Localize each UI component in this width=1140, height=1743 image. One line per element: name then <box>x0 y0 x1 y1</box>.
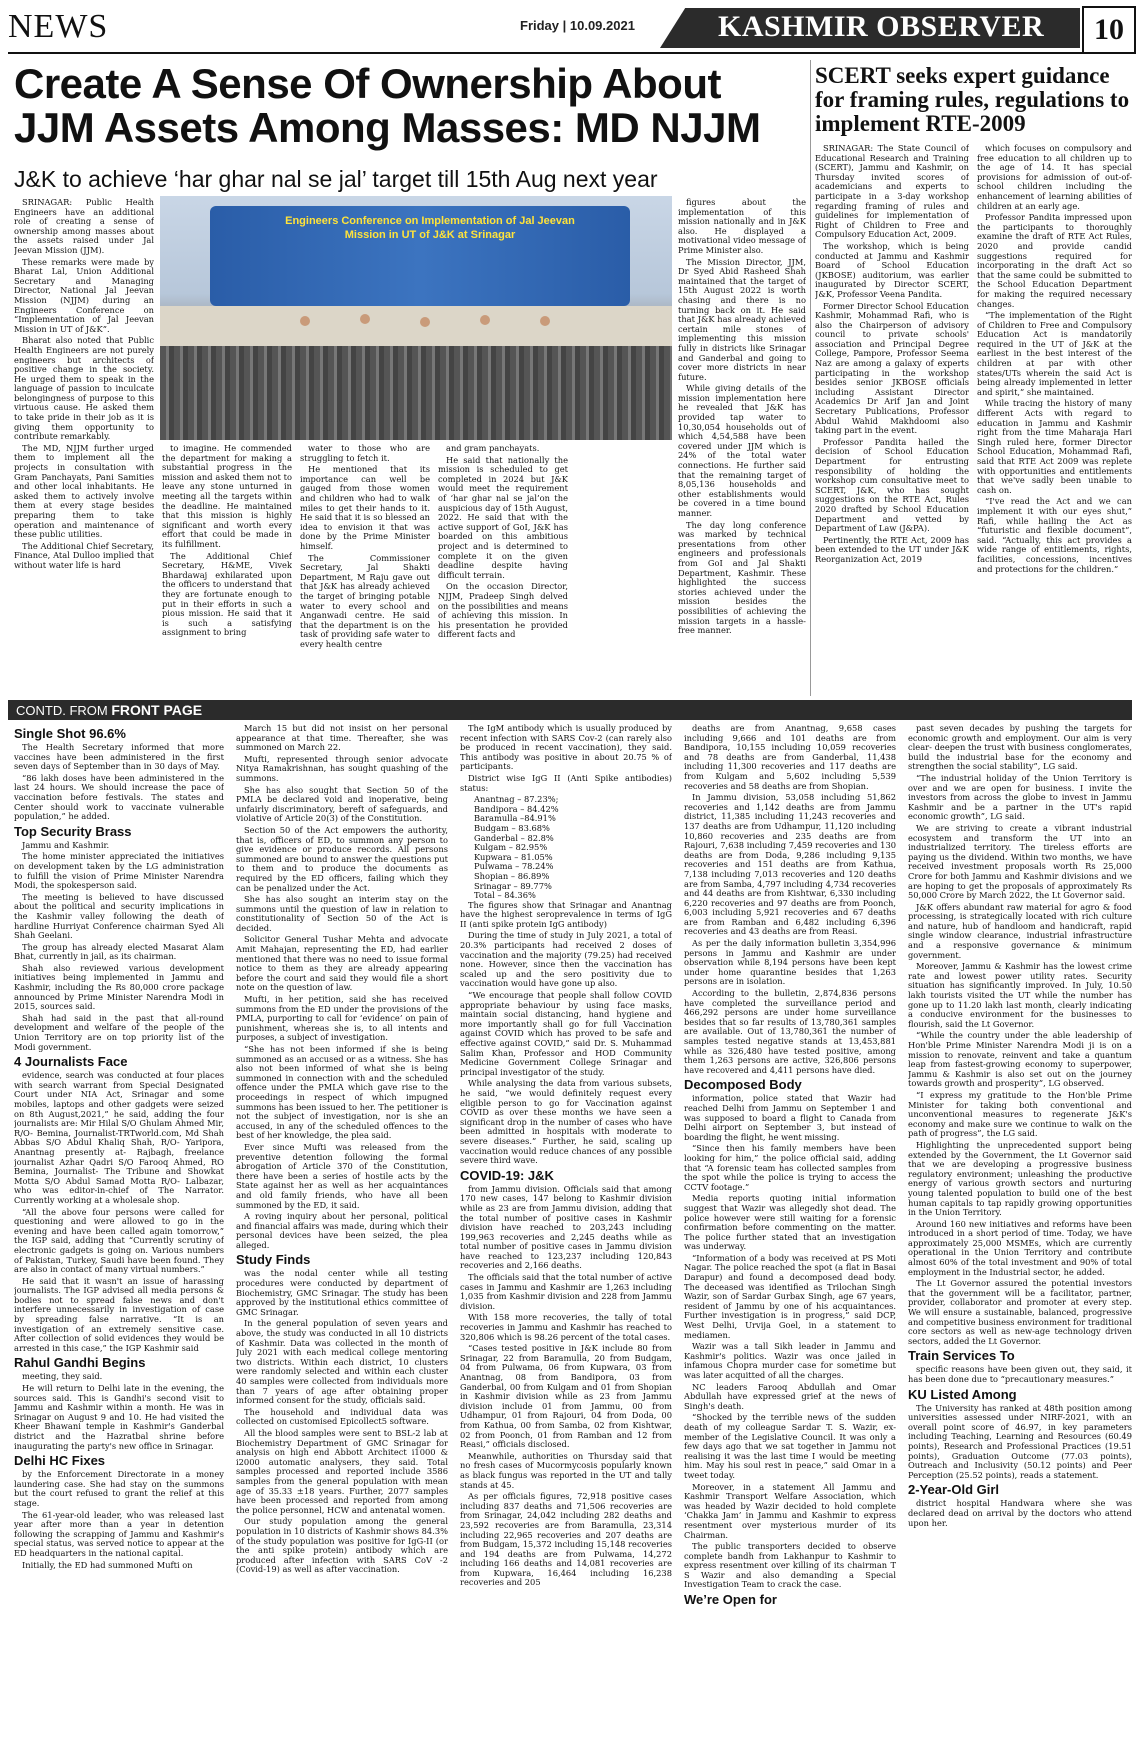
list-item: Budgam – 83.68% <box>474 822 550 833</box>
paragraph: from Jammu division. Officials said that among 170 new cases, 147 belong to Kashmir division while as 23 are from Jammu division, adding that the total number of positive cases in Kashmir division have reached to 203,243 including 199,963 recoveries and 2,245 deaths while as total number of positive cases in Jammu division have reached to 123,237 including 120,843 recoveries and 2,166 deaths. <box>460 1183 672 1271</box>
page-header <box>0 0 1140 58</box>
paragraph: “Information of a body was received at PS Moti Nagar. The police reached the spot (a flat in Basai Darapur) and found a decomposed dead body. The deceased was identified as Trilochan Singh Wazir, son of Sardar Gurbax Singh, age 67 years, resident of Jammu by one of his acquaintances. Further investigation is in progress,” said DCP, West Delhi, Urvija Goel, in a statement to mediamen. <box>684 1252 896 1340</box>
photo-person <box>420 317 430 327</box>
photo-person <box>480 315 490 325</box>
paragraph: The day long conference was marked by technical presentations from other engineers and professionals from GoI and Jal Shakti Department, Kashmir. These highlighted the success stories achieved under the mission besides the possibilities of achieving the mission targets in a hassle-free manner. <box>678 519 806 636</box>
paragraph: With 158 more recoveries, the tally of total recoveries in Jammu and Kashmir has reached to 320,806 which is 98.26 percent of the total cases. <box>460 1312 672 1342</box>
paragraph: “The implementation of the Right of Children to Free and Compulsory Education Act is mandatorily required in the UT of J&K at the earliest in the best interest of the children at par with other states/UTs wherein the said Act is being already implemented in letter and spirit,” she maintained. <box>977 310 1132 397</box>
lead-subhead: J&K to achieve ‘har ghar nal se jal’ target till 15th Aug next year <box>14 166 658 192</box>
continued-bar <box>8 700 1132 720</box>
paragraph: The meeting is believed to have discussed about the political and security implications in the Kashmir valley following the death of hardline Hurriyat Conference chairman Syed Ali Shah Geelani. <box>14 891 224 941</box>
paragraph: “I've read the Act and we can implement it with our eyes shut,” Rafi, while hailing the Act as “futuristic and flexible document”, said. “Actually, this act provides a wide range of entitlements, rights, facilities, concessions, incentives and protections for the children.” <box>977 496 1132 574</box>
paragraph: meeting, they said. <box>22 1371 103 1382</box>
contd-column-1 <box>14 724 224 1738</box>
contd-column-2 <box>236 724 448 1738</box>
paragraph: water to those who are struggling to fetch it. <box>300 444 430 463</box>
paragraph: Jammu and Kashmir. <box>22 839 110 850</box>
section-heading: Study Finds <box>236 1252 311 1268</box>
paragraph: The public transporters decided to observe complete bandh from Lakhanpur to Kashmir to express resentment over killing of its chairman T S Wazir and also demanding a Special Investigation Team to crack the case. <box>684 1541 896 1590</box>
paragraph: As per officials figures, 72,918 positive cases including 837 deaths and 71,506 recoveries are from Srinagar, 24,042 including 282 deaths and 23,592 recoveries are from Baramulla, 23,314 including 22,965 recoveries and 207 deaths are from Budgam, 15,372 including 15,148 recoveries and 194 deaths are from Pulwama, 14,272 including 166 deaths and 14,081 recoveries are from Kupwara, 16,464 including 16,238 recoveries and 205 <box>460 1491 672 1588</box>
paragraph: Moreover, in a statement All Jammu and Kashmir Transport Welfare Association, which was headed by Wazir decided to hold complete ‘Chakka Jam’ in Jammu and Kashmir to express resentment over mysterious murder of its Chairman. <box>684 1481 896 1540</box>
paragraph: The figures show that Srinagar and Anantnag have the highest seroprevalence in terms of IgG II (anti spike protein IgG antibody) <box>460 899 672 929</box>
paragraph: Mufti, represented through senior advocate Nitya Ramakrishnan, has sought quashing of the summons. <box>236 753 448 783</box>
paragraph: past seven decades by pushing the targets for economic growth and employment. Our aim is very clear- deepen the trust with business conglomerates, build the industrial base for the economy and strengthen the social stability”, LG said. <box>908 724 1132 772</box>
paragraph: The IgM antibody which is usually produced by recent infection with SARS Cov-2 (can rarely also be produced in recent vaccination), they said. This antibody was positive in about 20.75 % of participants. <box>460 724 672 772</box>
masthead-title: KASHMIR OBSERVER <box>718 10 1045 43</box>
section-heading: Train Services To <box>908 1348 1015 1364</box>
paragraph: She has also sought an interim stay on the summons until the question of law in relation to constitutionality of Section 50 of the Act is decided. <box>236 894 448 933</box>
paragraph: Around 160 new initiatives and reforms have been introduced in a short period of time. Today, we have approximately 25,000 MSMEs, which are currently operational in the Union Territory and contribute almost 60% of the total investment and 90% of total employment in the Industrial sector, he added. <box>908 1218 1132 1277</box>
section-heading: Top Security Brass <box>14 823 132 839</box>
contd-column-5 <box>908 724 1132 1738</box>
paragraph: The MD, NJJM further urged them to implement all the projects in consultation with Gram Panchayats, Pani Samities and other local inhabitants. He asked them to actively involve them at every stage besides preparing them to take operation and maintenance of these public utilities. <box>14 442 154 540</box>
column-divider <box>810 60 811 696</box>
paragraph: evidence, search was conducted at four places with search warrant from Special Designated Court under NIA Act, Srinagar and some mobiles, laptops and other gadgets were seized on 8th August,2021,” he said, adding the four journalists are: Mir Hilal S/O Ghulam Ahmed Mir, R/O- Bemina, Journalist-TRTworld.com, Md Shah Abbas S/O Abdul Khaliq Shah, R/O- Yaripora, Anantnag presently at- Rajbagh, freelance journalist Azhar Qadri S/O Farooq Ahmed, RO Bemina, Journalist- The Tribune and Showkat Motta S/O Abdul Samad Motta R/O- Lalbazar, who was editor-in-chief of The Narrator. Currently working at a wholesale shop. <box>14 1070 224 1205</box>
side-column-2 <box>977 144 1132 694</box>
list-item: Total – 84.36% <box>474 890 536 901</box>
list-item: Bandipora – 84.42% <box>474 803 559 814</box>
paragraph: All the blood samples were sent to BSL-2 lab at Biochemistry Department of GMC Srinagar for analysis on high end Abbott Architect i1000 & i2000 automatic analysers, they said. Total samples processed and reported include 3586 samples from the general population with mean age of 35.33 ±18 years. Further, 2077 samples have been processed and reported from among the police personnel, HCW and antenatal women. <box>236 1427 448 1515</box>
paragraph: “Shocked by the terrible news of the sudden death of my colleague Sardar T. S. Wazir, ex-member of the Legislative Council. It was only a few days ago that we sat together in Jammu not realising it was the last time I would be meeting him. May his soul rest in peace,” said Omar in a tweet today. <box>684 1412 896 1480</box>
paragraph: On the occasion Director, NJJM, Pradeep Singh delved on the possibilities and means of achieving this mission. In his presentation he provided different facts and <box>438 581 568 640</box>
paragraph: J&K offers abundant raw material for agro & food processing, is strategically located with rich culture and nature, hub of handloom and handicraft, rapid single window clearance, industrial infrastructure and a responsive governance & minimum government. <box>908 901 1132 960</box>
paragraph: Solicitor General Tushar Mehta and advocate Amit Mahajan, representing the ED, had earlier mentioned that there was no need to issue formal notice to them as they are already appearing before the court and said they would file a short note on the question of law. <box>236 934 448 993</box>
paragraph: According to the bulletin, 2,874,836 persons have completed the surveillance period and 466,292 persons are under home surveillance besides that so far results of 13,780,361 samples are available. Out of 13,780,361 the number of samples tested negative stands at 13,453,881 while as 326,480 have tested positive, among them 1,263 persons are active, 326,806 persons have recovered and 4,411 persons have died. <box>684 988 896 1075</box>
lead-column-3 <box>300 444 430 694</box>
paragraph: specific reasons have been given out, they said, it has been done due to “precautionary measures.” <box>908 1364 1132 1384</box>
section-heading: COVID-19: J&K <box>460 1167 554 1183</box>
section-heading: KU Listed Among <box>908 1386 1017 1402</box>
paragraph: The Mission Director, JJM, Dr Syed Abid Rasheed Shah maintained that the target of 15th August 2022 is worth chasing and there is no turning back on it. He said that J&K has already achieved certain mile stones of implementing this mission fully in districts like Srinagar and Ganderbal and going to cover more districts in near future. <box>678 256 806 382</box>
lead-headline: Create A Sense Of Ownership About JJM Assets Among Masses: MD NJJM <box>14 60 761 151</box>
paragraph: In Jammu division, 53,058 including 51,862 recoveries and 1,142 deaths are from Jammu district, 11,385 including 11,243 recoveries and 137 deaths are from Udhampur, 11,120 including 10,860 recoveries and 235 deaths are from Rajouri, 7,638 including 7,459 recoveries and 130 deaths are from Doda, 9,286 including 9,135 recoveries and 151 deaths are from Kathua, 7,138 including 7,013 recoveries and 120 deaths are from Samba, 4,797 including 4,734 recoveries and 44 deaths are from Kishtwar, 6,330 including 6,220 recoveries and 97 deaths are from Poonch, 6,003 including 5,921 recoveries and 67 deaths are from Ramban and 6,482 including 6,396 recoveries and 43 deaths are from Reasi. <box>684 792 896 937</box>
list-item: Pulwama – 78.24% <box>474 861 554 872</box>
section-heading: Rahul Gandhi Begins <box>14 1355 146 1371</box>
paragraph: Shah also reviewed various development initiatives being implemented in Jammu and Kashmir, including the Rs 80,000 crore package announced by Prime Minister Narendra Modi in 2015, sources said. <box>14 962 224 1012</box>
section-heading: Single Shot 96.6% <box>14 726 126 741</box>
paragraph: Mufti, in her petition, said she has received summons from the ED under the provisions of the PMLA, purporting to call for ‘evidence’ on pain of punishment, whereas she is, to all intents and purposes, a subject of investigation. <box>236 994 448 1043</box>
paragraph: She has also sought that Section 50 of the PMLA be declared void and inoperative, being unfairly discriminatory, bereft of safeguards, and violative of Article 20(3) of the Constitution. <box>236 784 448 824</box>
paragraph: Highlighting the unprecedented support being extended by the Government, the Lt Governor said that we are developing a progressive business regulatory environment; unleashing the productive energy of various growth sectors and nurturing young talented population to build one of the best human capitals to tap rapidly growing opportunities in the Union Territory. <box>908 1139 1132 1218</box>
paragraph: The household and individual data was collected on customised Epicollect5 software. <box>236 1406 448 1427</box>
paragraph: Section 50 of the Act empowers the authority, that is, officers of ED, to summon any person to give evidence or produce records. All persons summoned are bound to answer the questions put to them and to produce the documents as required by the ED officers, failing which they can be penalized under the Act. <box>236 824 448 893</box>
paragraph: Pertinently, the RTE Act, 2009 has been extended to the UT under J&K Reorganization Act, 2019 <box>815 534 969 564</box>
paragraph: The Commissioner Secretary, Jal Shakti Department, M Raju gave out that J&K has already achieved the target of bringing potable water to every school and Anganwadi centre. He said that the department is on the task of providing safe water to every health centre <box>300 552 430 649</box>
paragraph: Media reports quoting initial information suggest that Wazir was allegedly shot dead. The police however were still waiting for a forensic confirmation before commenting on the matter. The police further stated that an investigation was underway. <box>684 1193 896 1252</box>
photo-stage <box>160 306 672 346</box>
paragraph: The home minister appreciated the initiatives on development taken by the LG administration to fulfill the vision of Prime Minister Narendra Modi, the spokesperson said. <box>14 851 224 891</box>
contd-column-3 <box>460 724 672 1738</box>
section-heading: 2-Year-Old Girl <box>908 1482 1000 1498</box>
section-heading: We’re Open for <box>684 1592 777 1608</box>
photo-audience <box>160 346 672 440</box>
paragraph: These remarks were made by Bharat Lal, Union Additional Secretary and Managing Director, National Jal Jeevan Mission (NJJM) during an Engineers Conference on “Implementation of Jal Jeevan Mission in UT of J&K”. <box>14 256 154 334</box>
paragraph: SRINAGAR: The State Council of Educational Research and Training (SCERT), Jammu and Kashmir, on Thursday invited scores of academicians and experts to participate in a 3-day workshop regarding framing of rules and guidelines for implementation of Right of Children to Free and Compulsory Education Act, 2009. <box>815 144 969 240</box>
paragraph: information, police stated that Wazir had reached Delhi from Jammu on September 1 and was supposed to board a flight to Canada from Delhi airport on September 3, but instead of boarding the flight, he went missing. <box>684 1093 896 1142</box>
list-item: Kupwara – 81.05% <box>474 851 553 862</box>
paragraph: was the nodal center while all testing procedures were conducted by department of Biochemistry, GMC Srinagar. The study has been approved by the institutional ethics committee of GMC Srinagar. <box>236 1268 448 1317</box>
paragraph: While giving details of the mission implementation here he revealed that J&K has provided tap water to 10,30,054 households out of which 4,54,588 have been covered under JJM which is 24% of the total water connections. He further said that the remaining target of 8,05,136 households and other establishments would be covered in a time bound manner. <box>678 383 806 518</box>
paragraph: District wise IgG II (Anti Spike antibodies) status: <box>460 772 672 793</box>
paragraph: He will return to Delhi late in the evening, the sources said. This is Gandhi's second visit to Jammu and Kashmir within a month. He was in Srinagar on August 9 and 10. He had visited the Kheer Bhawani temple in Kashmir's Ganderbal district and the Hazratbal shrine before inaugurating the party's new office in Srinagar. <box>14 1383 224 1451</box>
paragraph: The group has already elected Masarat Alam Bhat, currently in jail, as its chairman. <box>14 941 224 962</box>
paragraph: The University has ranked at 48th position among universities assessed under NIRF-2021, with an overall point score of 46.97, in key parameters including Teaching, Learning and Resources (60.49 points), Research and Professional Practices (19.51 points), Graduation Outcome (77.03 points), Outreach and Inclusivity (50.12 points) and Peer Perception (25.52 points), reads a statement. <box>908 1402 1132 1480</box>
paragraph: figures about the implementation of this mission nationally and in J&K also. He displayed a motivational video message of Prime Minister also. <box>678 198 806 255</box>
paragraph: March 15 but did not insist on her personal appearance at that time. Thereafter, she was summoned on March 22. <box>236 724 448 753</box>
paragraph: Initially, the ED had summoned Mufti on <box>22 1559 193 1570</box>
continued-label: FRONT PAGE <box>111 702 203 718</box>
page-number: 10 <box>1082 6 1136 54</box>
paragraph: “86 lakh doses have been administered in the last 24 hours. We should increase the pace of vaccination before festivals. The states and Center should work to vaccinate vulnerable population,” he added. <box>14 772 224 822</box>
photo-person <box>300 316 310 326</box>
paragraph: “All the above four persons were called for questioning and were allowed to go in the evening and have been called again tomorrow,” the IGP said, adding that “Currently scrutiny of electronic gadgets is going on. Various numbers of Pakistan, Turkey, Saudi have been found. They are also in contact of many virtual numbers.” <box>14 1206 224 1275</box>
paragraph: SRINAGAR: Public Health Engineers have an additional role of creating a sense of ownership among masses about the assets raised under Jal Jeevan Mission (JJM). <box>14 198 154 255</box>
contd-column-4 <box>684 724 896 1738</box>
section-heading: Decomposed Body <box>684 1077 802 1093</box>
paragraph: He said that it wasn't an issue of harassing journalists. The IGP advised all media persons & bodies not to spread false news and don't interfere unnecessarily in investigation of case by spreading false narrative. “It is an investigation of an extremely sensitive case. After collection of solid evidences they would be arrested in this case,” the IGP Kashmir said <box>14 1275 224 1353</box>
photo-person <box>540 316 550 326</box>
paragraph: The workshop, which is being conducted at Jammu and Kashmir Board of School Education (JKBOSE) auditorium, was earlier inaugurated by Director SCERT, J&K, Professor Veena Pandita. <box>815 240 969 299</box>
paragraph: Professor Pandita hailed the decision of School Education Department for entrusting responsibility of holding the workshop cum consultative meet to SCERT, J&K, who has sought suggestions on the RTE Act, Rules 2020 drafted by School Education Department and vetted by Department of Law (J&PA). <box>815 436 969 534</box>
paragraph: The 61-year-old leader, who was released last year after more than a year in detention following the scrapping of Jammu and Kashmir's special status, was served notice to appear at the ED headquarters in the national capital. <box>14 1509 224 1558</box>
continued-prefix: CONTD. FROM <box>16 703 108 718</box>
paragraph: A roving inquiry about her personal, political and financial affairs was made, during which their personal devices have been seized, the plea alleged. <box>236 1211 448 1250</box>
issue-date: Friday | 10.09.2021 <box>520 18 635 33</box>
side-headline: SCERT seeks expert guidance for framing rules, regulations to implement RTE-2009 <box>815 63 1130 136</box>
lead-column-4 <box>438 444 568 694</box>
paragraph: “Since then his family members have been looking for him,” the police official said, adding that “A forensic team has collected samples from the spot while the police is trying to access the CCTV footage.” <box>684 1143 896 1192</box>
paragraph: by the Enforcement Directorate in a money laundering case. She had stay on the summons but the court refused to grant the relief at this stage. <box>14 1469 224 1508</box>
paragraph: Our study population among the general population in 10 districts of Kashmir shows 84.3% of the study population was positive for IgG-II (or the anti spike protein) antibody which are produced after infection with SARS CoV -2 (Covid-19) as well as after vaccination. <box>236 1516 448 1575</box>
paragraph: The Health Secretary informed that more vaccines have been administered in the first seven days of September than in 30 days of May. <box>14 742 224 772</box>
list-item: Anantnag – 87.23%; <box>474 794 559 805</box>
paragraph: The Additional Chief Secretary, Finance, Atal Dulloo implied that without water life is hard <box>14 540 154 570</box>
list-item: Baramulla –84.91% <box>474 813 556 824</box>
lead-column-1 <box>14 198 154 694</box>
paragraph: We are striving to create a vibrant industrial ecosystem and transform the UT into an industrialized territory. The tireless efforts are paying us the dividend. Within two months, we have received investment proposals worth Rs 25,000 Crore for both Jammu and Kashmir divisions and we are hoping to get the proposals of approximately Rs 50,000 Crore by March 2022, the Lt Governor said. <box>908 822 1132 901</box>
conference-photo <box>160 196 672 440</box>
paragraph: Moreover, Jammu & Kashmir has the lowest crime rate and lowest power utility rates. Security situation has significantly improved. In July, 10.50 lakh tourists visited the UT while the number has gone up to 11.20 lakh last month, clearly indicating a conducive environment for the businesses to flourish, said the Lt Governor. <box>908 961 1132 1029</box>
paragraph: Bharat also noted that Public Health Engineers are not purely engineers but architects of positive change in the society. He urged them to speak in the language of passion to inculcate belongingness of purpose to this virtuous cause. He asked them to take pride in their job as it is giving them opportunity to contribute remarkably. <box>14 335 154 442</box>
paragraph: NC leaders Farooq Abdullah and Omar Abdullah have expressed grief at the news of Singh's death. <box>684 1381 896 1411</box>
paragraph: Meanwhile, authorities on Thursday said that no fresh cases of Mucormycosis popularly known as black fungus was reported in the UT and tally stands at 45. <box>460 1450 672 1490</box>
paragraph: “Cases tested positive in J&K include 80 from Srinagar, 22 from Baramulla, 20 from Budgam, 04 from Pulwama, 06 from Kupwara, 03 from Anantnag, 08 from Bandipora, 03 from Ganderbal, 00 from Kulgam and 01 from Shopian in Kashmir division while as 23 from Jammu division include 01 from Jammu, 00 from Udhampur, 01 from Rajouri, 04 from Doda, 00 from Kathua, 00 from Samba, 02 from Kishtwar, 02 from Poonch, 01 from Ramban and 12 from Reasi,” officials disclosed. <box>460 1343 672 1450</box>
paragraph: He said that nationally the mission is scheduled to get completed in 2024 but J&K would meet the requirement of ‘har ghar nal se jal’on the auspicious day of 15th August, 2022. He said that with the active support of GoI, J&K has boarded on this ambitious project and is determined to complete it on the given deadline despite having difficult terrain. <box>438 454 568 580</box>
paragraph: During the time of study in July 2021, a total of 20.3% participants had received 2 doses of vaccination and the majority (79.25) had received none. However, since then the vaccination has scaled up and the sero positivity due to vaccination would have gone up also. <box>460 930 672 989</box>
photo-banner-text: Engineers Conference on Implementation of Jal Jeevan Mission in UT of J&K at Srinagar <box>285 215 575 241</box>
list-item: Ganderbal – 82.8% <box>474 832 554 843</box>
list-item: Srinagar – 89.77% <box>474 880 552 891</box>
paragraph: The Lt Governor assured the potential investors that the government will be a facilitator, partner, provider, collaborator and promoter at every step. We will ensure a sustainable, balanced, progressive and competitive business environment for traditional core sectors as well as new-age technology driven sectors, added the Lt Governor. <box>908 1278 1132 1346</box>
section-heading: Delhi HC Fixes <box>14 1453 106 1469</box>
section-heading: 4 Journalists Face <box>14 1054 128 1070</box>
section-label: NEWS <box>8 8 109 45</box>
paragraph: district hospital Handwara where she was declared dead on arrival by the doctors who attend upon her. <box>908 1498 1132 1528</box>
paragraph: While analysing the data from various subsets, he said, “we would definitely request every eligible person to go for Vaccination against COVID as over these months we have seen a significant drop in the number of cases who have been admitted in hospitals with moderate to severe diseases.” Further, he said, scaling up vaccination would reduce chances of any possible severe third wave. <box>460 1078 672 1166</box>
header-rule <box>8 52 1132 54</box>
paragraph: Former Director School Education Kashmir, Mohammad Rafi, who is also the Chairperson of advisory council to private schools' association and Principal Degree College, Pampore, Professor Seema Naz are among a galaxy of experts participating in the workshop besides senior JKBOSE officials including Assistant Director Academics Dr Arif Jan and Joint Secretary Publications, Professor Abdul Wahid Makhdoomi also taking part in the event. <box>815 300 969 436</box>
list-item: Kulgam – 82.95% <box>474 842 548 853</box>
side-column-1 <box>815 144 969 694</box>
photo-person <box>360 314 370 324</box>
paragraph: Wazir was a tall Sikh leader in Jammu and Kashmir's politics. Wazir was once jailed in infamous Chopra murder case for sometime but was later acquitted of all the charges. <box>684 1341 896 1380</box>
paragraph: “She has not been informed if she is being summoned as an accused or as a witness. She has also not been informed of what she is being summoned in connection with and the scheduled offence under the PMLA which gave rise to the proceedings in respect of which impugned summons has been issued to her. The petitioner is not the subject of investigation, nor is she an accused, in any of the scheduled offences to the best of her knowledge, the plea said. <box>236 1044 448 1141</box>
paragraph: which focuses on compulsory and free education to all children up to the age of 14. It has special provisions for admission of out-of-school children including the enhancement of learning abilities of children at an early age. <box>977 144 1132 211</box>
paragraph: Shah had said in the past that all-round development and welfare of the people of the Union Territory are on top priority list of the Modi government. <box>14 1012 224 1052</box>
paragraph: deaths are from Anantnag, 9,658 cases including 9,666 and 101 deaths are from Bandipora, 10,155 including 10,059 recoveries and 78 deaths are from Ganderbal, 11,438 including 11,300 recoveries and 117 deaths are from Kulgam and 5,602 including 5,539 recoveries and 58 deaths are from Shopian. <box>684 724 896 791</box>
paragraph: to imagine. He commended the department for making a substantial progress in the mission and asked them not to leave any stone unturned in meeting all the targets within the deadline. He maintained that this mission is highly significant and worth every effort that could be made in its fulfillment. <box>162 444 292 549</box>
paragraph: Professor Pandita impressed upon the participants to thoroughly examine the draft of RTE Act Rules, 2020 and provide candid suggestions required for incorporating in the draft Act so that the same could be submitted to the School Education Department for making the required necessary changes. <box>977 212 1132 309</box>
list-item: Shopian – 86.89% <box>474 870 550 881</box>
paragraph: “While the country under the able leadership of Hon'ble Prime Minister Narendra Modi ji is on a mission to renovate, reinvent and take a quantum leap from fastest-growing economy to superpower, Jammu & Kashmir is also set out on the journey towards growth and prosperity”, LG observed. <box>908 1030 1132 1089</box>
lead-column-2 <box>162 444 292 694</box>
paragraph: “The industrial holiday of the Union Territory is over and we are open for business. I invite the investors from across the globe to invest in Jammu Kashmir and be a partner in the UT's rapid economic growth”, LG said. <box>908 772 1132 822</box>
paragraph: “We encourage that people shall follow COVID appropriate behaviour by using face masks, maintain social distancing, hand hygiene and more importantly shall go for full Vaccination against COVID which has proved to be safe and effective against COVID,” said Dr. S. Muhammad Salim Khan, Professor and HOD Community Medicine Government College Srinagar and principal investigator of the study. <box>460 990 672 1077</box>
paragraph: As per the daily information bulletin 3,354,996 persons in Jammu and Kashmir are under observation while 8,194 persons have been kept under home quarantine besides that 1,263 persons are in isolation. <box>684 938 896 987</box>
paragraph: The officials said that the total number of active cases in Jammu and Kashmir are 1,263 including 1,035 from Kashmir division and 228 from Jammu division. <box>460 1272 672 1311</box>
paragraph: The Additional Chief Secretary, H&ME, Vivek Bhardawaj exhilarated upon the officers to understand that they are fortunate enough to put in their efforts in such a pious mission. He said that it is such a satisfying assignment to bring <box>162 550 292 638</box>
paragraph: Ever since Mufti was released from the preventive detention following the formal abrogation of Article 370 of the Constitution, there have been a series of hostile acts by the State against her as well as her acquaintances and old family friends, who have all been summoned by the ED, it said. <box>236 1141 448 1210</box>
paragraph: “I express my gratitude to the Hon'ble Prime Minister for taking both conventional and unconventional measures to regenerate J&K's economy and make sure we continue to walk on the path of progress”, the LG said. <box>908 1089 1132 1139</box>
paragraph: and gram panchayats. <box>446 444 540 453</box>
lead-column-5 <box>678 198 806 694</box>
paragraph: While tracing the history of many different Acts with regard to education in Jammu and Kashmir right from the time Maharaja Hari Singh ruled here, former Director School Education, Mohammad Rafi, said that RTE Act 2009 was replete with opportunities and entitlements that we've sadly been unable to cash on. <box>977 398 1132 495</box>
paragraph: In the general population of seven years and above, the study was conducted in all 10 districts of Kashmir. Data was collected in the month of July 2021 with each medical college mentoring two districts. Within each district, 10 clusters were randomly selected and within each cluster 40 samples were collected from individuals more than 7 years of age after obtaining proper informed consent for the study, officials said. <box>236 1318 448 1406</box>
paragraph: He mentioned that its importance can well be gauged from those women and children who had to walk miles to get their hands to it. He said that it is so blessed an idea to envision it that was done by the Prime Minister himself. <box>300 464 430 551</box>
